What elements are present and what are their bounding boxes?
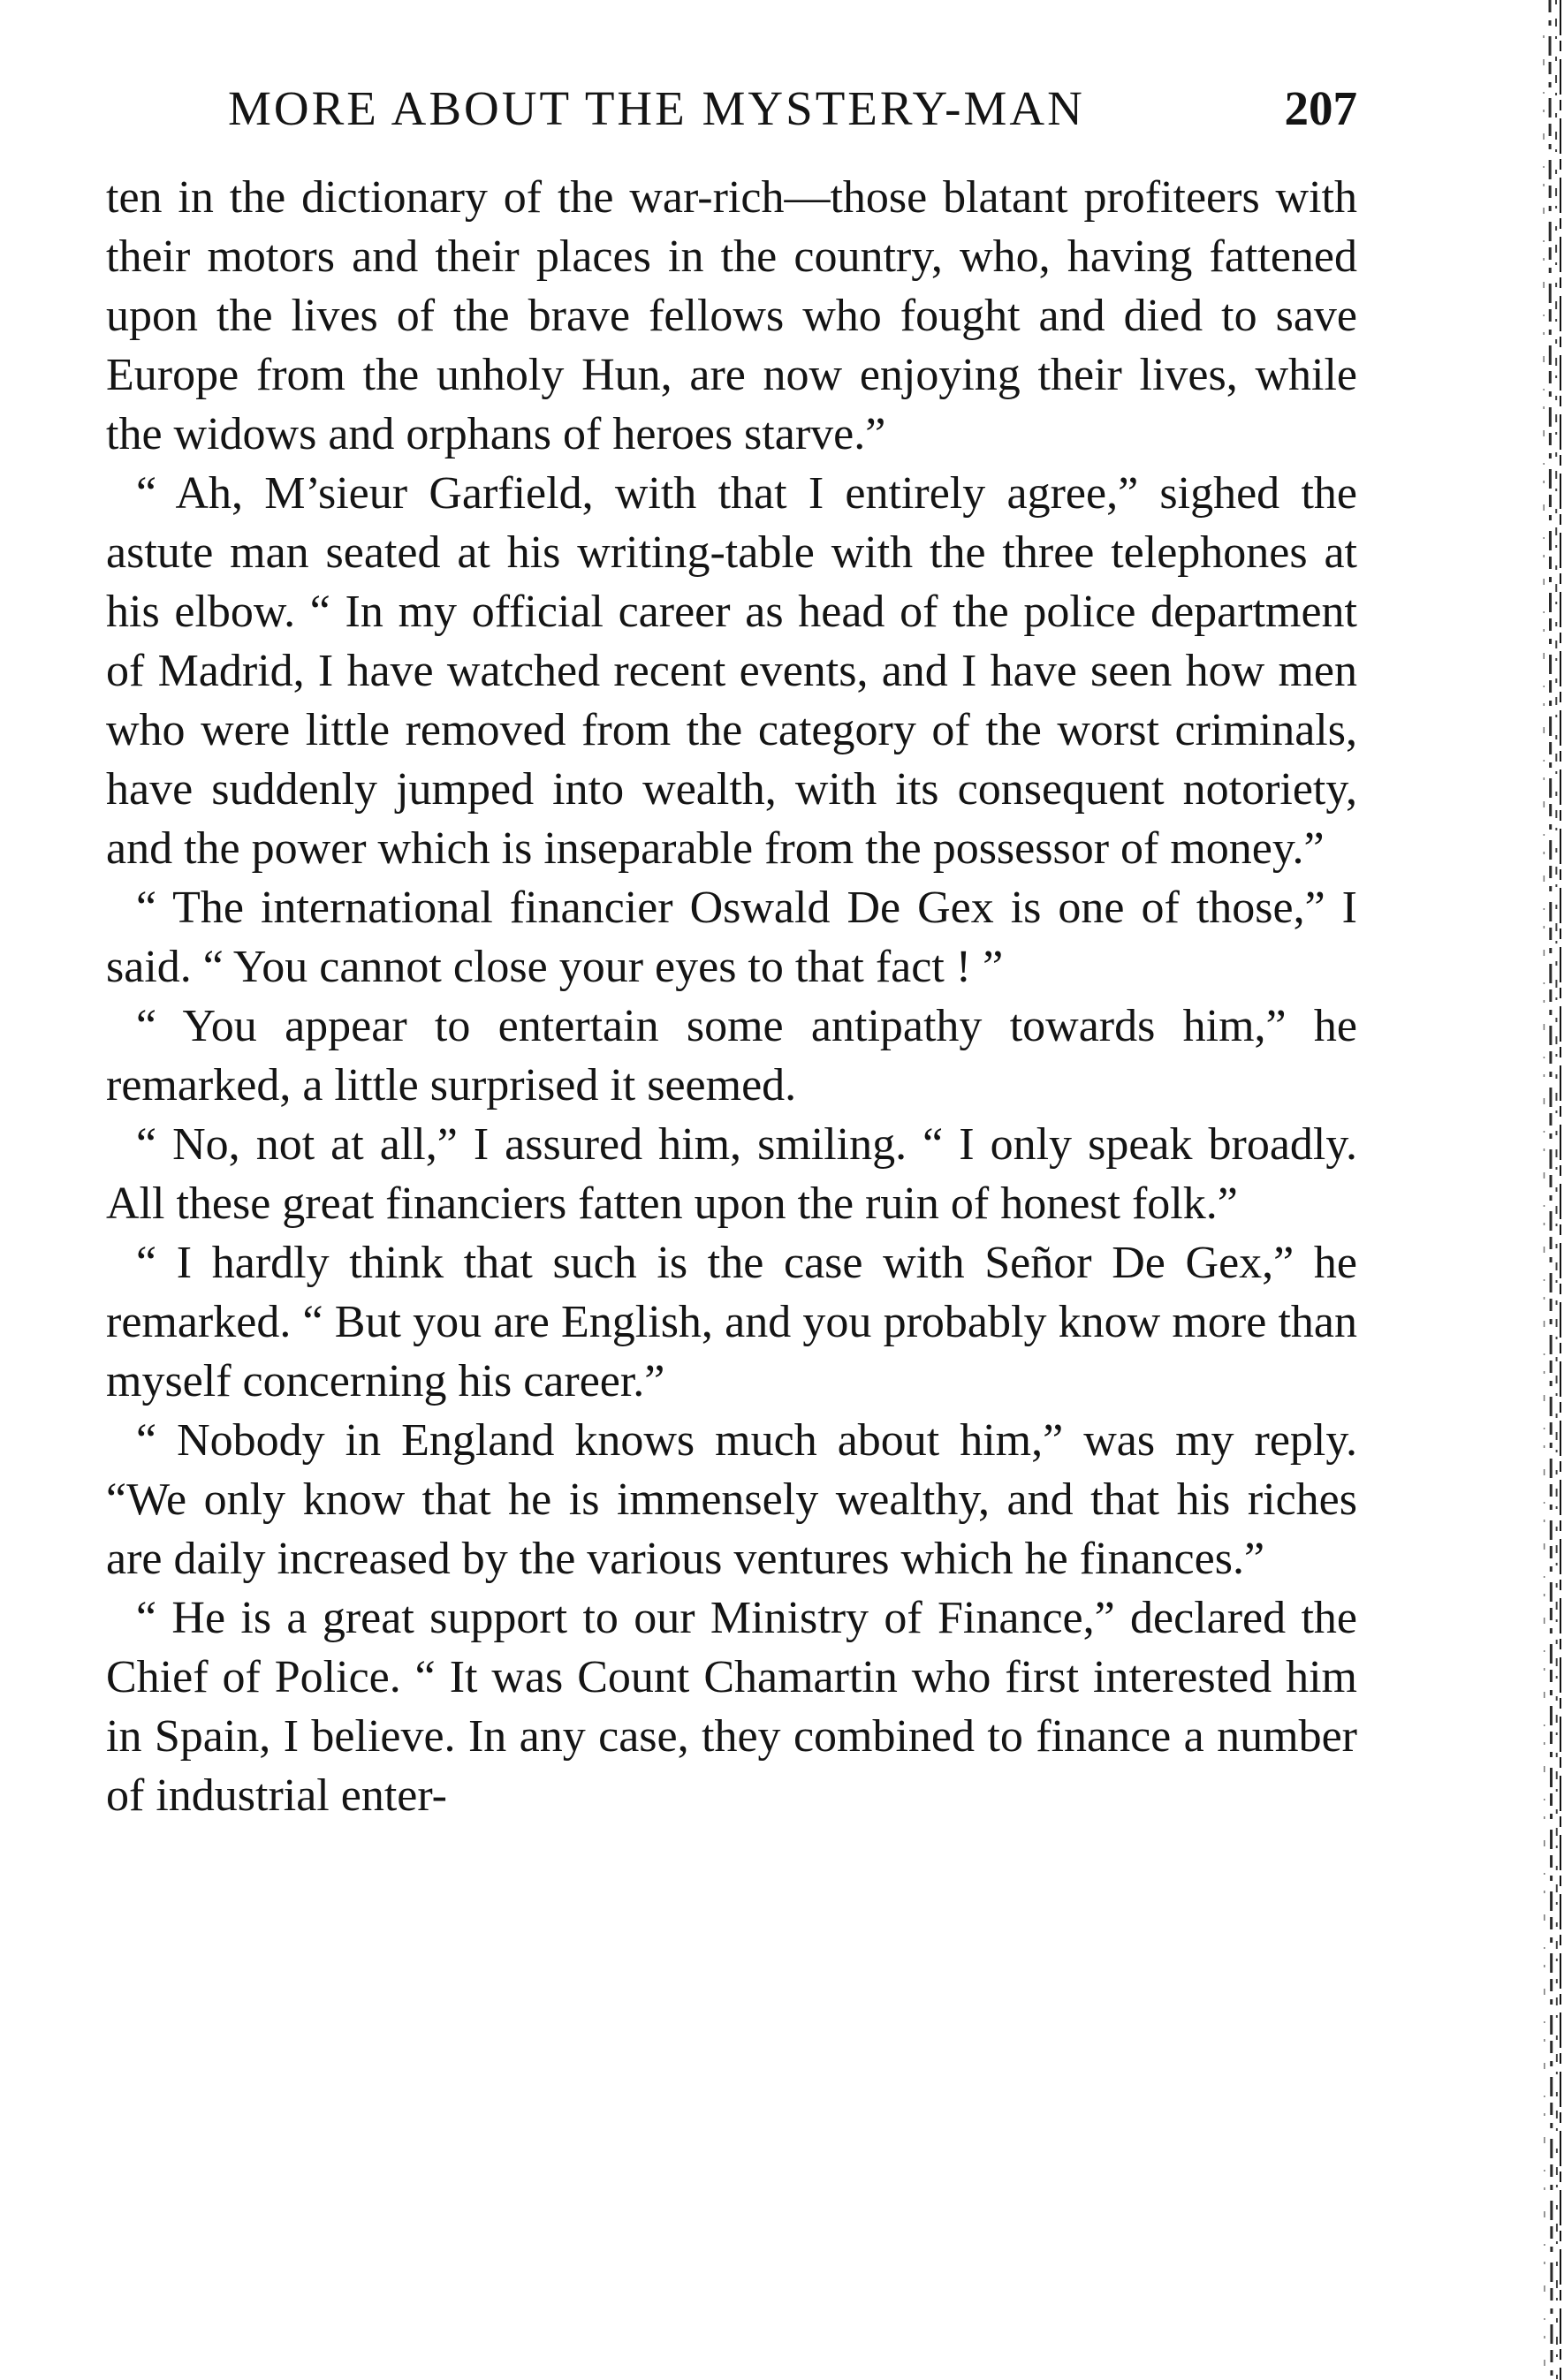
- binding-edge-marks: [1530, 0, 1564, 2380]
- scanned-binding-edge: [1530, 0, 1564, 2380]
- paragraph: “ You appear to entertain some antipathy towards him,” he remarked, a little surprised it seemed.: [106, 1001, 1357, 1110]
- body-text: [106, 168, 1357, 1825]
- paragraph: “ He is a great support to our Ministry of Finance,” declared the Chief of Police. “ It was Count Chamartin who first interested him in Spain, I believe. In any case, they combined to finance a number of industrial enter-: [106, 1593, 1357, 1821]
- paragraph: “ No, not at all,” I assured him, smiling. “ I only speak broadly. All these great financiers fatten upon the ruin of honest folk.”: [106, 1119, 1357, 1229]
- running-head: [228, 78, 1357, 140]
- paragraph: “ I hardly think that such is the case with Señor De Gex,” he remarked. “ But you are English, and you probably know more than myself concerning his career.”: [106, 1238, 1357, 1406]
- running-head-title: MORE ABOUT THE MYSTERY-MAN: [228, 81, 1085, 135]
- paragraph: “ The international financier Oswald De Gex is one of those,” I said. “ You cannot close your eyes to that fact ! ”: [106, 883, 1357, 992]
- paragraph: “ Ah, M’sieur Garfield, with that I entirely agree,” sighed the astute man seated at his writing-table with the three telephones at his elbow. “ In my official career as head of the police department of Madrid, I have watched recent events, and I have seen how men who were little removed from the category of the worst criminals, have suddenly jumped into wealth, with its consequent notoriety, and the power which is inseparable from the possessor of money.”: [106, 468, 1357, 874]
- paragraph: “ Nobody in England knows much about him,” was my reply. “We only know that he is immensely wealthy, and that his riches are daily increased by the various ventures which he finances.”: [106, 1415, 1357, 1584]
- page-number: 207: [1284, 81, 1357, 135]
- paragraph: ten in the dictionary of the war-rich—those blatant profiteers with their motors and their places in the country, who, having fattened upon the lives of the brave fellows who fought and died to save Europe from the unholy Hun, are now enjoying their lives, while the widows and orphans of heroes starve.”: [106, 172, 1357, 459]
